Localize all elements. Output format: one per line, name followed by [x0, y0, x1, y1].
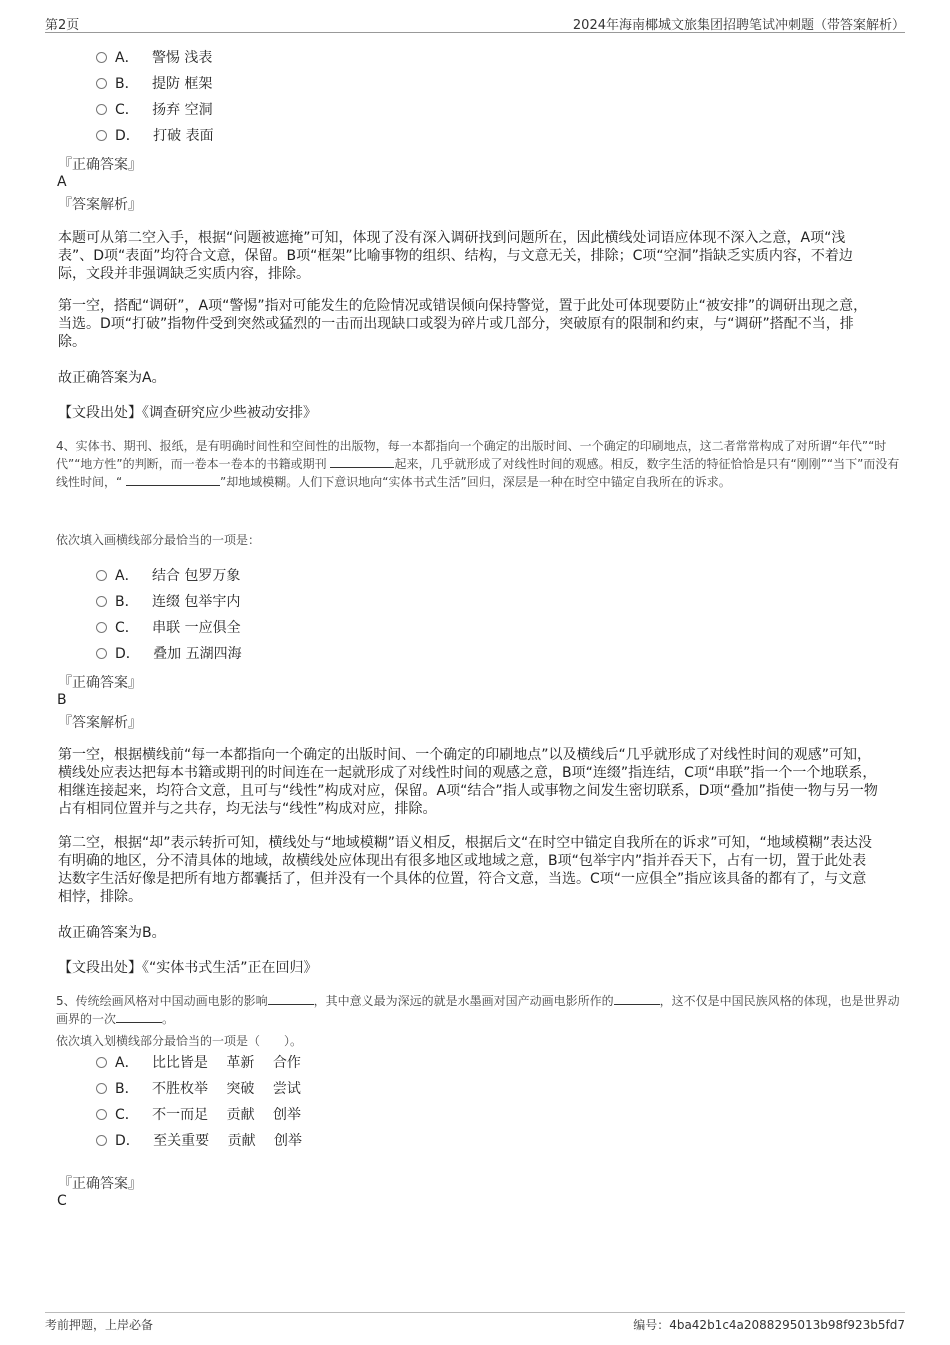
page-number: 第2页: [45, 18, 80, 33]
radio-icon[interactable]: [96, 104, 107, 115]
q4-analysis-p1: 第一空，根据横线前“每一本都指向一个确定的出版时间、一个确定的印刷地点”以及横线后“几乎就形成了对线性时间的观感”可知，横线处应表达把每本书籍或期刊的时间连在一起就形成了对线性时间的观感之意，B项“连缀”指连结，C项“串联”指一个一个地联系，相继连接起来，均符合文意，且可与“线性”构成对应，保留。A项“结合”指人或事物之间发生密切联系，D项“叠加”指使一物与另一物占有相同位置并与之共存，均无法与“线性”构成对应，排除。: [58, 747, 878, 817]
q4-analysis-p2: 第二空，根据“却”表示转折可知，横线处与“地域模糊”语义相反，根据后文“在时空中锚定自我所在的诉求”可知，“地域模糊”表达没有明确的地区，分不清具体的地域，故横线处应体现出有很多地区或地域之意，B项“包举宇内”指并吞天下，占有一切，置于此处表达数字生活好像是把所有地方都囊括了，但并没有一个具体的位置，符合文意，当选。C项“一应俱全”指应该具备的都有了，与文意相悖，排除。: [58, 835, 873, 905]
radio-icon[interactable]: [96, 648, 107, 659]
q4-answer: B: [57, 692, 67, 708]
q4-analysis-p3: 故正确答案为B。: [58, 925, 166, 941]
q4-option-c[interactable]: C． 串联 一应俱全: [96, 618, 241, 638]
page-footer: [45, 1312, 905, 1332]
q3-analysis-label: 『答案解析』: [58, 197, 142, 213]
q5-prompt: 依次填入划横线部分最恰当的一项是（ ）。: [56, 1034, 303, 1048]
radio-icon[interactable]: [96, 130, 107, 141]
q3-analysis-p2: 第一空，搭配“调研”，A项“警惕”指对可能发生的危险情况或错误倾向保持警觉，置于此处可体现要防止“被安排”的调研出现之意，当选。D项“打破”指物件受到突然或猛烈的一击而出现缺口或裂为碎片或几部分，突破原有的限制和约束，与“调研”搭配不当，排除。: [58, 298, 868, 350]
radio-icon[interactable]: [96, 570, 107, 581]
q4-prompt: 依次填入画横线部分最恰当的一项是：: [56, 533, 261, 547]
q5-option-b[interactable]: B． 不胜枚举 突破 尝试: [96, 1079, 301, 1099]
q3-analysis-p1: 本题可从第二空入手，根据“问题被遮掩”可知，体现了没有深入调研找到问题所在，因此横线处词语应体现不深入之意，A项“浅表”、D项“表面”均符合文意，保留。B项“框架”比喻事物的组织、结构，与文意无关，排除；C项“空洞”指缺乏实质内容，不着边际，文段并非强调缺乏实质内容，排除。: [58, 230, 853, 282]
q4-source: 【文段出处】《“实体书式生活”正在回归》: [58, 960, 318, 976]
q4-option-d[interactable]: D． 叠加 五湖四海: [96, 644, 242, 664]
radio-icon[interactable]: [96, 52, 107, 63]
q5-stem: 5、传统绘画风格对中国动画电影的影响 ，其中意义最为深远的就是水墨画对国产动画电影所作的 ，这不仅是中国民族风格的体现，也是世界动画界的一次 。: [56, 994, 900, 1026]
q4-analysis-label: 『答案解析』: [58, 715, 142, 731]
q5-answer: C: [57, 1193, 67, 1209]
q3-answer-label: 『正确答案』: [58, 157, 142, 173]
q4-blank-2: [126, 485, 220, 486]
q4-blank-1: [330, 467, 394, 468]
q4-stem: 4、实体书、期刊、报纸，是有明确时间性和空间性的出版物，每一本都指向一个确定的出版时间、一个确定的印刷地点，这二者常常构成了对所谓“年代”“时代”“地方性”的判断，而一卷本一卷本的书籍或期刊 起来，几乎就形成了对线性时间的观感。相反，数字生活的特征恰恰是只有“刚刚”“当下”而没有线性时间，“ ”却地域模糊。人们下意识地向“实体书式生活”回归，深层是一种在时空中锚定自我所在的诉求。: [56, 439, 900, 489]
q5-blank-1: [268, 1004, 314, 1005]
footer-slogan: 考前押题，上岸必备: [45, 1318, 154, 1332]
radio-icon[interactable]: [96, 596, 107, 607]
radio-icon[interactable]: [96, 622, 107, 633]
q4-option-b[interactable]: B． 连缀 包举宇内: [96, 592, 240, 612]
q4-option-a[interactable]: A． 结合 包罗万象: [96, 566, 240, 586]
q5-blank-2: [614, 1004, 660, 1005]
q3-option-b[interactable]: B． 提防 框架: [96, 74, 212, 94]
radio-icon[interactable]: [96, 1083, 107, 1094]
page-header: [45, 12, 905, 33]
q3-source: 【文段出处】《调查研究应少些被动安排》: [58, 405, 317, 421]
document-id: 编号：4ba42b1c4a2088295013b98f923b5fd7: [633, 1318, 905, 1332]
q3-analysis-p3: 故正确答案为A。: [58, 370, 166, 386]
q3-option-a[interactable]: A． 警惕 浅表: [96, 48, 212, 68]
radio-icon[interactable]: [96, 1057, 107, 1068]
radio-icon[interactable]: [96, 78, 107, 89]
q3-option-c[interactable]: C． 扬弃 空洞: [96, 100, 213, 120]
q5-option-a[interactable]: A． 比比皆是 革新 合作: [96, 1053, 301, 1073]
q5-answer-label: 『正确答案』: [58, 1176, 142, 1192]
document-title: 2024年海南椰城文旅集团招聘笔试冲刺题（带答案解析）: [572, 18, 905, 33]
q5-blank-3: [116, 1022, 162, 1023]
q3-answer: A: [57, 174, 67, 190]
radio-icon[interactable]: [96, 1109, 107, 1120]
q5-option-c[interactable]: C． 不一而足 贡献 创举: [96, 1105, 301, 1125]
q3-option-d[interactable]: D． 打破 表面: [96, 126, 214, 146]
q4-answer-label: 『正确答案』: [58, 675, 142, 691]
radio-icon[interactable]: [96, 1135, 107, 1146]
q5-option-d[interactable]: D． 至关重要 贡献 创举: [96, 1131, 302, 1151]
